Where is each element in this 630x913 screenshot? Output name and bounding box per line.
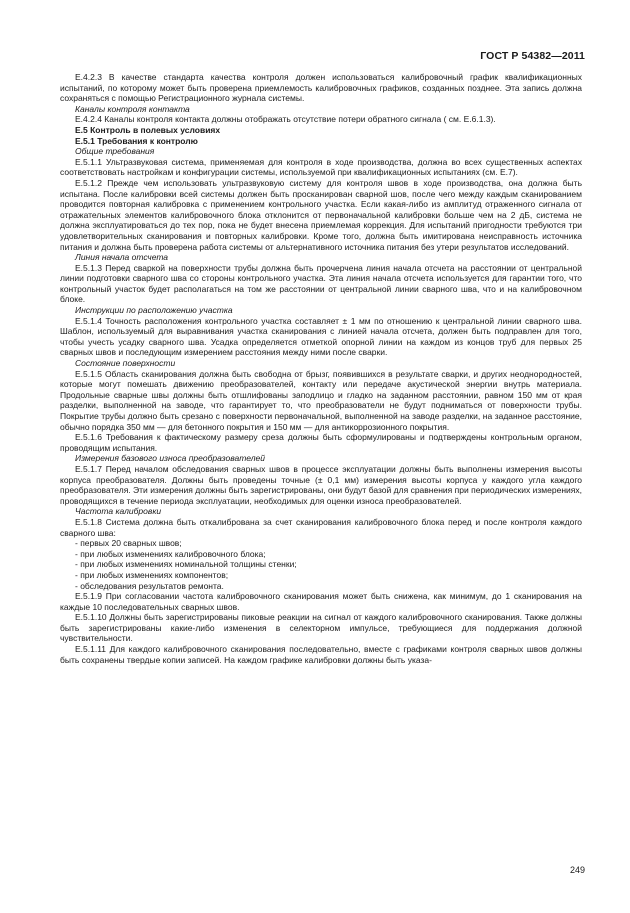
subsection-heading: Частота калибровки [75,506,162,517]
list-item: - при любых изменениях номинальной толщины стенки; [75,559,297,570]
list-item: - обследования результатов ремонта. [75,580,224,591]
subsection-heading: Каналы контроля контакта [75,103,190,114]
paragraph: E.5.1.3 Перед сваркой на поверхности трубы должна быть прочерчена линия начала отсчета на расстоянии от центральной линии подготовки сварного шва со стороны контрольного участка. Эта линия начала отсчета используется для гарантии того, что контрольный участок будет располагаться на том же расстоянии от центральной линии сварного шва, что и на калибровочном блоке. [60,262,582,305]
subsection-heading: Инструкции по расположению участка [75,305,233,316]
document-body [60,72,582,665]
subsection-heading: Измерения базового износа преобразователей [75,453,265,464]
paragraph: E.5.1.1 Ультразвуковая система, применяемая для контроля в ходе производства, должна во всех существенных аспектах соответствовать настройкам и конфигурации системы, используемой при квалификационных испытаниях (см. Е.7). [60,156,582,178]
section-heading: E.5 Контроль в полевых условиях [75,124,221,135]
paragraph: E.5.1.8 Система должна быть откалибрована за счет сканирования калибровочного блока перед и после контроля каждого сварного шва: [60,516,582,538]
paragraph: E.5.1.5 Область сканирования должна быть свободна от брызг, появившихся в результате сварки, и других неоднородностей, которые могут помешать движению преобразователей, контакту или передаче акустической энергии внутрь материала. Продольные сварные швы должны быть отшлифованы заподлицо и гладко на заданном расстоянии, равном 150 мм от края разделки, выполненной на заводе, что гарантирует то, что преобразователи не будут подниматься от поверхности трубы. Покрытие трубы должно быть срезано с поверхности первоначальной, выполненной на заводе разделки, на заданное расстояние, обычно порядка 350 мм — для бетонного покрытия и 150 мм — для антикоррозионного покрытия. [60,368,582,432]
subsection-heading: Общие требования [75,146,155,157]
paragraph: E.5.1.11 Для каждого калибровочного сканирования последовательно, вместе с графиками контроля сварных швов должны быть сохранены твердые копии записей. На каждом графике калибровки должны быть указа- [60,644,582,665]
section-heading: E.5.1 Требования к контролю [75,135,198,146]
paragraph: E.5.1.6 Требования к фактическому размеру среза должны быть сформулированы и подтверждены контрольным органом, проводящим испытания. [60,432,582,453]
paragraph: E.4.2.4 Каналы контроля контакта должны отображать отсутствие потери обратного сигнала ( см. Е.6.1.3). [75,114,496,125]
list-item: - первых 20 сварных швов; [75,538,182,549]
document-header: ГОСТ Р 54382—2011 [480,50,585,62]
paragraph: E.5.1.7 Перед началом обследования сварных швов в процессе эксплуатации должны быть выполнены измерения высоты корпуса преобразователя. Должны быть проведены точные (± 0,1 мм) измерения высоты корпуса у каждого угла каждого преобразователя. Эти измерения должны быть зарегистрированы, они будут базой для сравнения при периодических измерениях, проводящихся в течение периода эксплуатации, необходимых для оценки износа преобразователей. [60,463,582,506]
paragraph: E.5.1.10 Должны быть зарегистрированы пиковые реакции на сигнал от каждого калибровочного сканирования. Также должны быть зарегистрированы какие-либо изменения в селекторном импульсе, требующиеся для поддержания должной чувствительности. [60,612,582,644]
page-number: 249 [569,865,585,875]
subsection-heading: Линия начала отсчета [75,252,169,263]
paragraph: E.5.1.9 При согласовании частота калибровочного сканирования может быть снижена, как минимум, до 1 сканирования на каждые 10 последовательных сварных швов. [60,591,582,612]
paragraph: E.4.2.3 В качестве стандарта качества контроля должен использоваться калибровочный график квалификационных испытаний, по которому может быть проверена приемлемость калибровочных графиков, созданных позднее. Эта запись должна сохраняться с помощью Регистрационного журнала системы. [60,72,582,104]
paragraph: E.5.1.2 Прежде чем использовать ультразвуковую систему для контроля швов в ходе производства, она должна быть испытана. После калибровки всей системы должен быть просканирован сварной шов, после чего между каждым сканированием проводится повторная калибровка с применением контрольного участка. Если какая-либо из амплитуд отраженного сигнала от отражательных элементов калибровочного блока отклонится от первоначальной калибровки больше чем на 2 дБ, система не должна эксплуатироваться до тех пор, пока не будет внесена приемлемая коррекция. Для испытаний пригодности требуются три удовлетворительных сканирования и повторных калибровки. Кроме того, должна быть имитирована неисправность источника питания и должна быть проверена работа системы от альтернативного источника питания без утери результатов исследований. [60,177,582,252]
list-item: - при любых изменениях компонентов; [75,569,229,580]
list-item: - при любых изменениях калибровочного блока; [75,548,266,559]
paragraph: E.5.1.4 Точность расположения контрольного участка составляет ± 1 мм по отношению к центральной линии сварного шва. Шаблон, используемый для выравнивания участка сканирования с линией начала отсчета, должен быть подправлен для того, чтобы учесть усадку сварного шва. Усадка определяется отметкой опорной линии на каждом из концов труб для первых 25 сварных швов и последующим измерением расстояния между ними после сварки. [60,315,582,358]
subsection-heading: Состояние поверхности [75,358,176,369]
